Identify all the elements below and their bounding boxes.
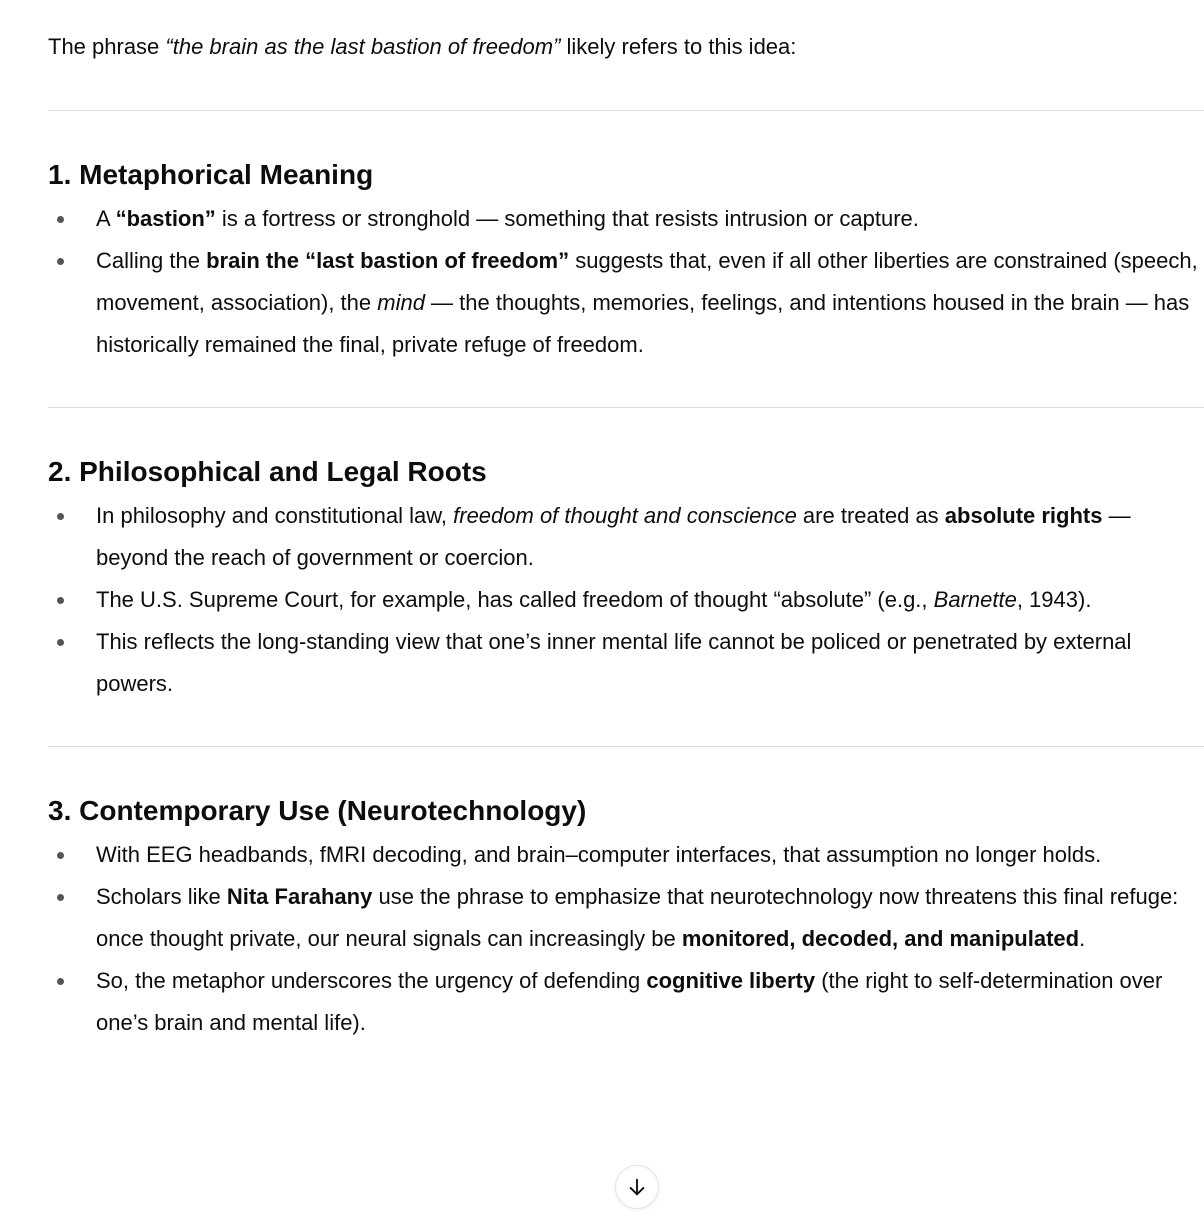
divider (48, 746, 1204, 747)
bold-text: absolute rights (944, 503, 1103, 528)
text-run: suggests that, even if all other liberties are constrained (speech, movement, association), the (96, 248, 1198, 315)
scroll-to-bottom-button[interactable] (615, 1165, 659, 1209)
intro-text-after: likely refers to this idea: (560, 34, 797, 59)
text-run: With EEG headbands, fMRI decoding, and brain–computer interfaces, that assumption no longer holds. (96, 842, 1102, 867)
bullet-item (48, 198, 1198, 240)
text-run: use the phrase to emphasize that neurotechnology now threatens this final refuge: once thought private, our neural signals can increasingly be (96, 884, 1179, 951)
section-heading: 3. Contemporary Use (Neurotechnology) (48, 795, 587, 826)
italic-text: mind (377, 290, 425, 315)
bold-text: monitored, decoded, and manipulated (681, 926, 1080, 951)
bold-text: cognitive liberty (646, 968, 816, 993)
divider (48, 407, 1204, 408)
arrow-down-icon (626, 1176, 648, 1198)
bullet-item (48, 876, 1198, 960)
bullet-item (48, 621, 1198, 705)
divider (48, 110, 1204, 111)
text-run: This reflects the long-standing view that one’s inner mental life cannot be policed or penetrated by external powers. (96, 629, 1132, 696)
text-run: are treated as (796, 503, 945, 528)
bold-text: Nita Farahany (226, 884, 373, 909)
text-run: is a fortress or stronghold — something that resists intrusion or capture. (215, 206, 919, 231)
intro-paragraph (48, 26, 1198, 68)
text-run: (the right to self-determination over one’s brain and mental life). (96, 968, 1163, 1035)
bullet-list (48, 834, 1198, 1044)
text-run: A (96, 206, 116, 231)
section-heading: 2. Philosophical and Legal Roots (48, 456, 487, 487)
bold-text: “bastion” (115, 206, 216, 231)
italic-text: freedom of thought and conscience (453, 503, 797, 528)
response-content (48, 26, 1198, 1044)
text-run: , 1943). (1016, 587, 1092, 612)
text-run: . (1079, 926, 1086, 951)
bullet-item (48, 240, 1198, 366)
bullet-item (48, 834, 1198, 876)
intro-text-before: The phrase (48, 34, 166, 59)
intro-quote: “the brain as the last bastion of freedom” (165, 34, 561, 59)
bullet-item (48, 579, 1198, 621)
text-run: The U.S. Supreme Court, for example, has called freedom of thought “absolute” (e.g., (96, 587, 934, 612)
text-run: In philosophy and constitutional law, (96, 503, 454, 528)
text-run: So, the metaphor underscores the urgency of defending (96, 968, 647, 993)
text-run: — beyond the reach of government or coercion. (96, 503, 1131, 570)
bullet-item (48, 960, 1198, 1044)
text-run: Scholars like (96, 884, 227, 909)
bullet-item (48, 495, 1198, 579)
text-run: — the thoughts, memories, feelings, and intentions housed in the brain — has historically remained the final, private refuge of freedom. (96, 290, 1190, 357)
section-heading: 1. Metaphorical Meaning (48, 159, 374, 190)
bullet-list (48, 198, 1198, 366)
italic-text: Barnette (933, 587, 1017, 612)
bullet-list (48, 495, 1198, 705)
bold-text: brain the “last bastion of freedom” (206, 248, 570, 273)
text-run: Calling the (96, 248, 207, 273)
